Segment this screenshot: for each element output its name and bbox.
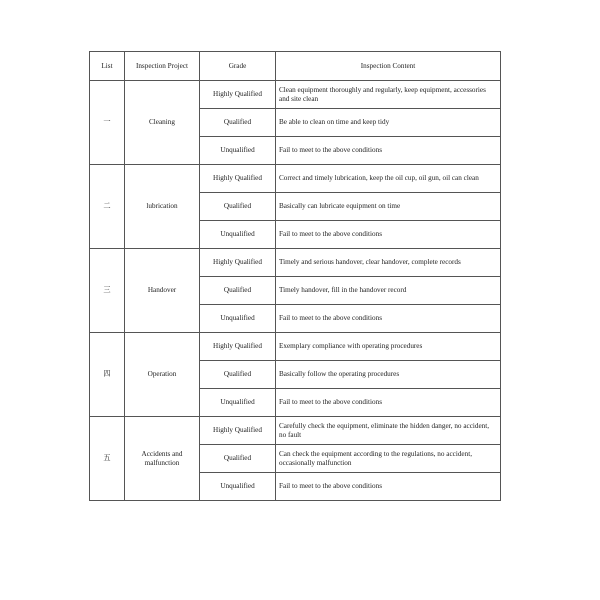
inspection-content-cell: Fail to meet to the above conditions (276, 137, 501, 165)
list-number-cell: 四 (90, 333, 125, 417)
inspection-content-cell: Fail to meet to the above conditions (276, 389, 501, 417)
inspection-content-cell: Timely handover, fill in the handover record (276, 277, 501, 305)
grade-cell: Qualified (200, 193, 276, 221)
inspection-table (89, 51, 501, 501)
inspection-content-cell: Carefully check the equipment, eliminate the hidden danger, no accident, no fault (276, 417, 501, 445)
inspection-project-cell: Accidents and malfunction (125, 417, 200, 501)
list-number-cell: 一 (90, 81, 125, 165)
table-row (90, 81, 501, 109)
inspection-content-cell: Exemplary compliance with operating procedures (276, 333, 501, 361)
inspection-content-cell: Correct and timely lubrication, keep the oil cup, oil gun, oil can clean (276, 165, 501, 193)
table-row (90, 249, 501, 277)
table-row (90, 165, 501, 193)
inspection-project-cell: Cleaning (125, 81, 200, 165)
grade-cell: Highly Qualified (200, 165, 276, 193)
inspection-project-cell: lubrication (125, 165, 200, 249)
grade-cell: Unqualified (200, 305, 276, 333)
table-row (90, 417, 501, 445)
grade-cell: Qualified (200, 109, 276, 137)
inspection-content-cell: Basically follow the operating procedures (276, 361, 501, 389)
list-number-cell: 三 (90, 249, 125, 333)
grade-cell: Unqualified (200, 473, 276, 501)
header-inspection-project: Inspection Project (125, 52, 200, 81)
table-body (90, 81, 501, 501)
inspection-content-cell: Fail to meet to the above conditions (276, 305, 501, 333)
header-grade: Grade (200, 52, 276, 81)
grade-cell: Highly Qualified (200, 333, 276, 361)
inspection-project-cell: Operation (125, 333, 200, 417)
grade-cell: Qualified (200, 445, 276, 473)
grade-cell: Highly Qualified (200, 249, 276, 277)
table-row (90, 333, 501, 361)
grade-cell: Qualified (200, 361, 276, 389)
inspection-content-cell: Can check the equipment according to the regulations, no accident, occasionally malfunction (276, 445, 501, 473)
header-list: List (90, 52, 125, 81)
grade-cell: Unqualified (200, 221, 276, 249)
inspection-content-cell: Fail to meet to the above conditions (276, 221, 501, 249)
grade-cell: Unqualified (200, 137, 276, 165)
inspection-content-cell: Timely and serious handover, clear handover, complete records (276, 249, 501, 277)
grade-cell: Highly Qualified (200, 81, 276, 109)
inspection-content-cell: Fail to meet to the above conditions (276, 473, 501, 501)
grade-cell: Unqualified (200, 389, 276, 417)
grade-cell: Highly Qualified (200, 417, 276, 445)
inspection-content-cell: Clean equipment thoroughly and regularly, keep equipment, accessories and site clean (276, 81, 501, 109)
inspection-content-cell: Be able to clean on time and keep tidy (276, 109, 501, 137)
grade-cell: Qualified (200, 277, 276, 305)
header-inspection-content: Inspection Content (276, 52, 501, 81)
inspection-content-cell: Basically can lubricate equipment on time (276, 193, 501, 221)
inspection-project-cell: Handover (125, 249, 200, 333)
list-number-cell: 二 (90, 165, 125, 249)
list-number-cell: 五 (90, 417, 125, 501)
header-row (90, 52, 501, 81)
